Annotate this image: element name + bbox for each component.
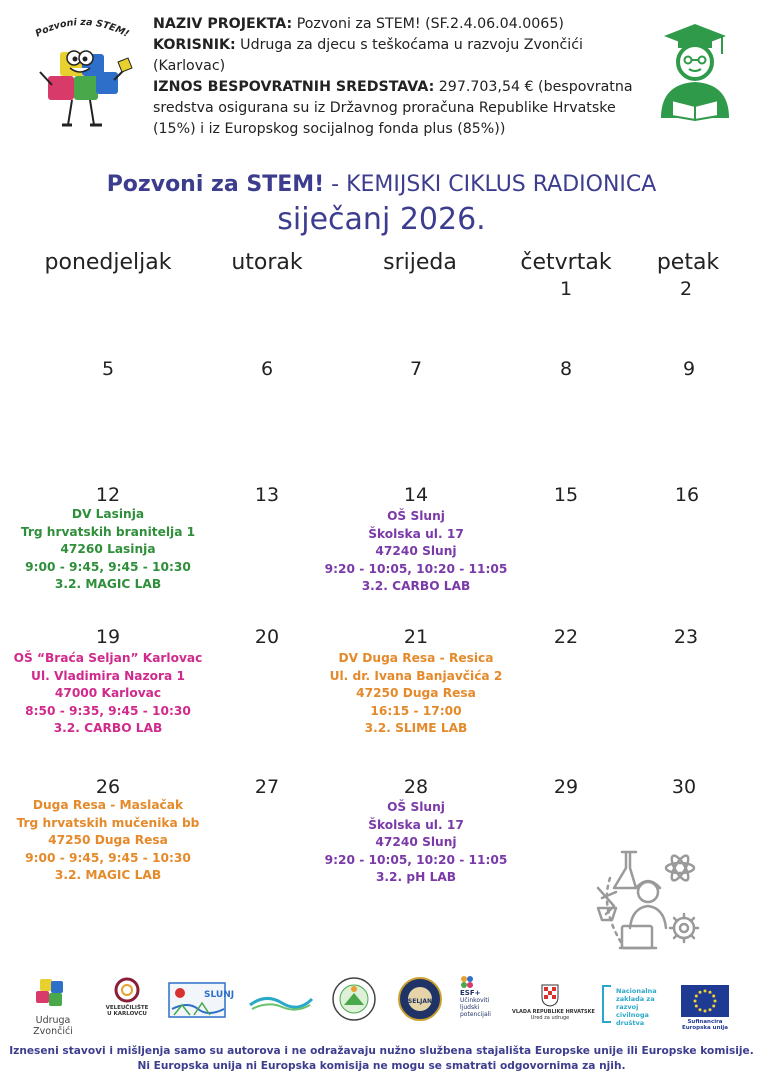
logo-caption: ESF+ (460, 989, 481, 997)
event-location: DV Duga Resa - Resica (338, 651, 494, 665)
event-time: 9:20 - 10:05, 10:20 - 11:05 (324, 852, 508, 867)
vlada-rh-logo (512, 975, 595, 1033)
day-number: 28 (403, 776, 429, 798)
day-number: 14 (403, 484, 429, 506)
udruga-zvoncici-logo (18, 975, 88, 1037)
event-time: 8:50 - 9:35, 9:45 - 10:30 (25, 703, 191, 718)
slunj-text: SLUNJ (204, 990, 235, 1000)
event-time: 9:20 - 10:05, 10:20 - 11:05 (324, 561, 508, 576)
day-number: 19 (95, 626, 121, 648)
event-location: DV Lasinja (71, 507, 145, 521)
logo-caption: Ured za udruge (530, 1015, 570, 1021)
day-number: 16 (674, 484, 700, 506)
logo-caption: Udruga Zvončići (33, 1015, 73, 1037)
day-header-wednesday: srijeda (383, 250, 457, 275)
logo-caption: zaklada za (616, 995, 655, 1003)
day-number: 29 (553, 776, 579, 798)
logo-caption: Nacionalna (616, 987, 657, 995)
logo-caption: Učinkoviti (460, 997, 490, 1004)
calendar-title (0, 172, 763, 197)
water-wave-logo (248, 975, 314, 1033)
amount-line (153, 77, 643, 140)
event-jan-12 (8, 506, 208, 594)
day-number: 5 (101, 358, 115, 380)
kindergarten-round-logo (330, 975, 378, 1033)
seljan-text: SELJAN (407, 998, 433, 1005)
event-lab: 3.2. SLIME LAB (364, 721, 468, 735)
logo-caption: Europska unija (682, 1025, 728, 1031)
logo-caption: društva (616, 1019, 645, 1027)
event-address: Trg hrvatskih mučenika bb (16, 815, 200, 830)
logo-caption: VLADA REPUBLIKE HRVATSKE (512, 1009, 595, 1015)
event-location: OŠ Slunj (387, 800, 445, 814)
day-number: 26 (95, 776, 121, 798)
event-city: 47240 Slunj (375, 544, 457, 558)
esf-plus-logo (460, 975, 510, 1033)
project-value: Pozvoni za STEM! (SF.2.4.06.04.0065) (292, 16, 564, 32)
logo-text: Pozvoni za STEM! (33, 16, 131, 40)
logo-caption: ljudski (460, 1004, 480, 1011)
day-number: 13 (254, 484, 280, 506)
user-line (153, 35, 643, 77)
event-location: Duga Resa - Maslačak (32, 798, 184, 812)
event-lab: 3.2. CARBO LAB (361, 579, 471, 593)
event-time: 9:00 - 9:45, 9:45 - 10:30 (25, 559, 191, 574)
day-number: 2 (679, 278, 693, 300)
event-jan-19 (0, 650, 216, 738)
day-number: 21 (403, 626, 429, 648)
day-number: 8 (559, 358, 573, 380)
amount-value: 297.703,54 € (bespovratna sredstva osigurana su iz Državnog proračuna Republike Hrvatske (15%) i iz Europskog socijalnog fonda plus (85%)) (153, 79, 633, 137)
day-number: 1 (559, 278, 573, 300)
project-info (153, 14, 643, 140)
day-number: 27 (254, 776, 280, 798)
event-city: 47250 Duga Resa (48, 833, 168, 847)
event-address: Trg hrvatskih branitelja 1 (20, 524, 196, 539)
day-header-thursday: četvrtak (520, 250, 612, 275)
event-location: OŠ Slunj (387, 509, 445, 523)
eu-flag-logo (678, 975, 732, 1033)
day-number: 12 (95, 484, 121, 506)
event-location: OŠ “Braća Seljan” Karlovac (13, 651, 203, 665)
day-number: 6 (260, 358, 274, 380)
logo-caption: U KARLOVCU (107, 1011, 147, 1017)
user-label: KORISNIK: (153, 37, 236, 53)
pozvoni-za-stem-logo (22, 10, 142, 135)
event-city: 47000 Karlovac (54, 686, 162, 700)
event-address: Ul. dr. Ivana Banjavčića 2 (329, 668, 503, 683)
event-jan-21 (306, 650, 526, 738)
day-number: 15 (553, 484, 579, 506)
event-lab: 3.2. CARBO LAB (53, 721, 163, 735)
day-number: 9 (682, 358, 696, 380)
science-lab-icon (592, 848, 704, 956)
graduate-student-icon (656, 22, 734, 120)
day-number: 30 (671, 776, 697, 798)
calendar-month: siječanj 2026. (277, 202, 486, 237)
day-header-tuesday: utorak (231, 250, 303, 275)
day-number: 20 (254, 626, 280, 648)
event-city: 47250 Duga Resa (356, 686, 476, 700)
logo-caption: civilnoga (616, 1011, 649, 1019)
eu-disclaimer: Izneseni stavovi i mišljenja samo su autorova i ne odražavaju nužno službena stajališta Europske unije ili Europske komisije. Ni Europska unija ni Europska komisija ne mogu se smatrati odgovornima za njih. (9, 1045, 754, 1072)
veleuciliste-karlovac-logo (104, 975, 150, 1033)
os-braca-seljan-logo (396, 975, 444, 1033)
title-rest: - KEMIJSKI CIKLUS RADIONICA (324, 172, 657, 197)
event-lab: 3.2. MAGIC LAB (54, 868, 162, 882)
event-jan-26 (0, 797, 216, 885)
day-header-monday: ponedjeljak (44, 250, 172, 275)
project-label: NAZIV PROJEKTA: (153, 16, 293, 32)
event-lab: 3.2. pH LAB (375, 870, 457, 884)
logo-caption: Sufinancira (687, 1019, 723, 1025)
event-address: Ul. Vladimira Nazora 1 (31, 668, 185, 683)
day-number: 23 (673, 626, 699, 648)
nacionalna-zaklada-logo (602, 975, 664, 1033)
event-address: Školska ul. 17 (368, 817, 464, 832)
logo-caption: potencijali (460, 1011, 491, 1018)
event-time: 9:00 - 9:45, 9:45 - 10:30 (25, 850, 191, 865)
event-city: 47260 Lasinja (60, 542, 156, 556)
event-city: 47240 Slunj (375, 835, 457, 849)
logo-caption: razvoj (616, 1003, 639, 1011)
day-header-friday: petak (656, 250, 720, 275)
svg-text:Pozvoni za STEM! (34, 17, 131, 40)
event-address: Školska ul. 17 (368, 526, 464, 541)
event-lab: 3.2. MAGIC LAB (54, 577, 162, 591)
user-value: Udruga za djecu s teškoćama u razvoju Zvončići (Karlovac) (153, 37, 583, 74)
event-time: 16:15 - 17:00 (370, 703, 462, 718)
amount-label: IZNOS BESPOVRATNIH SREDSTAVA: (153, 79, 435, 95)
day-number: 7 (409, 358, 423, 380)
event-jan-28 (306, 799, 526, 887)
project-name-line (153, 14, 643, 35)
day-number: 22 (553, 626, 579, 648)
slunj-logo (168, 975, 235, 1033)
title-strong: Pozvoni za STEM! (106, 172, 325, 197)
logo-caption: VELEUČILIŠTE (105, 1005, 149, 1011)
event-jan-14 (316, 508, 516, 596)
